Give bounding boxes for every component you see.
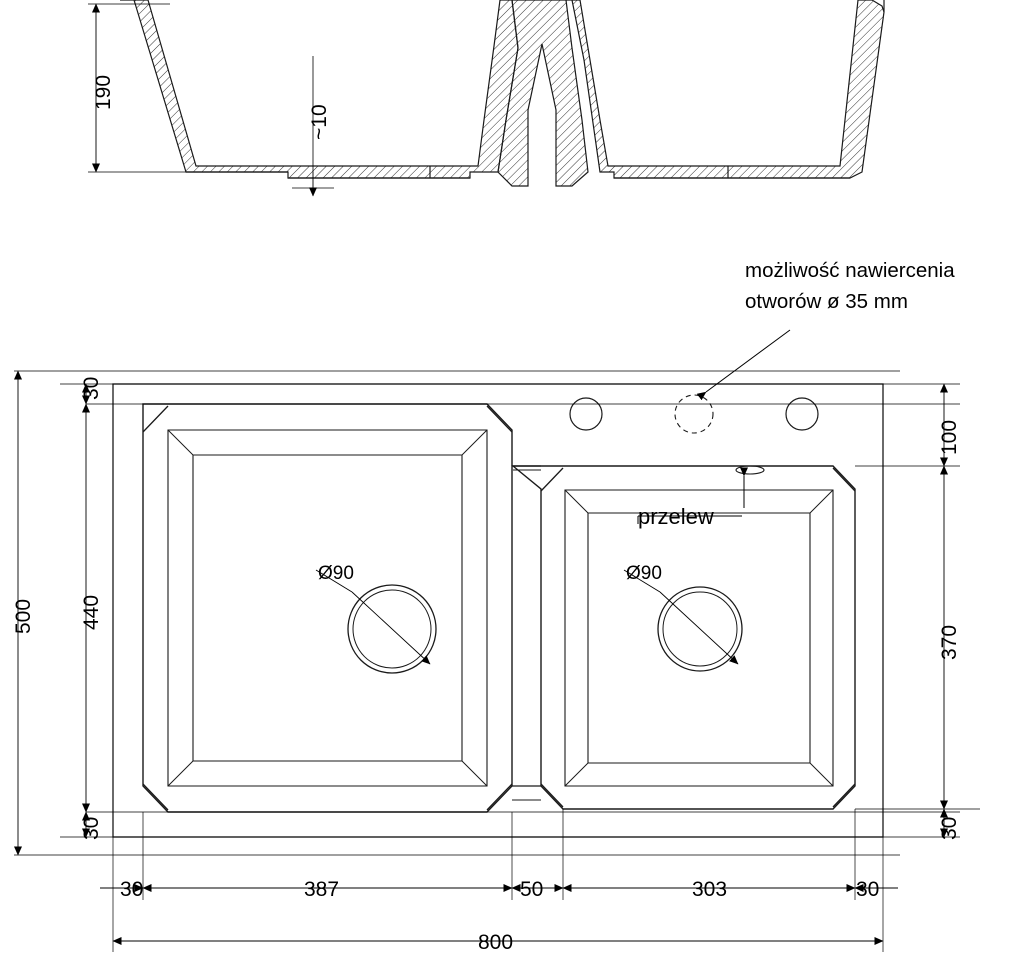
dim-label-left-bowl-width: 387 [304, 878, 340, 901]
dim-label-overall-height: 500 [12, 598, 35, 634]
dim-label-overall-width: 800 [478, 931, 514, 954]
dim-label-right-bowl-width: 303 [692, 878, 728, 901]
dim-label-right-bottom-margin: 30 [938, 816, 961, 840]
leader-lines [316, 330, 790, 664]
dim-label-top-margin: 30 [80, 376, 103, 400]
dim-label-wall-thickness: ~10 [308, 104, 331, 140]
dim-label-right-edge: 30 [856, 878, 880, 901]
dim-label-right-top-offset: 100 [938, 419, 961, 455]
dim-label-inner-height: 440 [80, 594, 103, 630]
dim-label-bottom-margin: 30 [80, 816, 103, 840]
top-view-geometry [113, 384, 883, 837]
dim-label-right-bowl-height: 370 [938, 624, 961, 660]
section-view-geometry [120, 0, 884, 186]
drain-label-right: Ø90 [626, 563, 662, 584]
annotation-tap-holes-line1: możliwość nawiercenia [745, 259, 955, 282]
drain-label-left: Ø90 [318, 563, 354, 584]
dim-label-left-edge: 30 [120, 878, 144, 901]
annotation-overflow: przelew [638, 504, 714, 529]
dim-label-190: 190 [92, 74, 115, 110]
dim-label-divider-width: 50 [520, 878, 544, 901]
annotation-tap-holes-line2: otworów ø 35 mm [745, 290, 908, 313]
